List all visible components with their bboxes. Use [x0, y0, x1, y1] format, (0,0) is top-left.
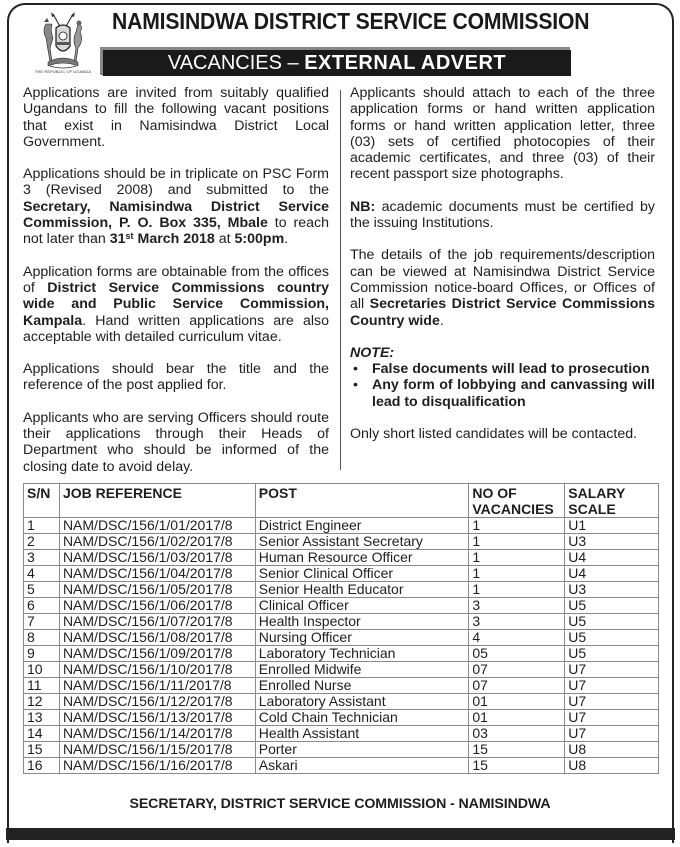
table-row [24, 614, 659, 630]
note-heading: NOTE: [350, 344, 395, 361]
table-row [24, 726, 659, 742]
cell-salary-scale: U5 [565, 630, 659, 646]
vacancies-banner [103, 50, 571, 76]
cell-sn: 4 [24, 566, 60, 582]
nb-paragraph: NB: academic documents must be certified by the issuing Institutions. [350, 198, 655, 232]
cell-sn: 12 [24, 694, 60, 710]
cell-sn: 16 [24, 758, 60, 774]
intro-paragraph: Applications are invited from suitably qualified Ugandans to fill the following vacant positions that exist in Namisindwa District Local Government. [23, 85, 329, 150]
cell-sn: 11 [24, 678, 60, 694]
cell-post: Cold Chain Technician [255, 710, 469, 726]
cell-sn: 14 [24, 726, 60, 742]
table-body [24, 518, 659, 774]
cell-salary-scale: U7 [565, 710, 659, 726]
deadline-date: 31st March 2018 [109, 231, 215, 248]
cell-vacancies: 03 [469, 726, 565, 742]
nb-label: NB: [350, 198, 376, 215]
attachments-paragraph: Applicants should attach to each of the three application forms or hand written application forms or hand written application letter, three (03) sets of certified photocopies of their academic certificates, and three (03) of their recent passport size photographs. [350, 85, 655, 183]
cell-job-reference: NAM/DSC/156/1/09/2017/8 [59, 646, 255, 662]
cell-vacancies: 1 [469, 550, 565, 566]
column-divider [340, 90, 341, 470]
col-header-post: POST [255, 484, 469, 518]
cell-post: Health Assistant [255, 726, 469, 742]
cell-vacancies: 3 [469, 598, 565, 614]
table-row [24, 550, 659, 566]
col-header-job-reference: JOB REFERENCE [59, 484, 255, 518]
cell-post: Health Inspector [255, 614, 469, 630]
table-row [24, 662, 659, 678]
cell-vacancies: 15 [469, 758, 565, 774]
cell-post: Senior Assistant Secretary [255, 534, 469, 550]
cell-job-reference: NAM/DSC/156/1/01/2017/8 [59, 518, 255, 534]
cell-sn: 10 [24, 662, 60, 678]
left-column [23, 85, 329, 475]
cell-job-reference: NAM/DSC/156/1/10/2017/8 [59, 662, 255, 678]
cell-post: Human Resource Officer [255, 550, 469, 566]
deadline-time: 5:00pm [234, 231, 285, 248]
table-row [24, 518, 659, 534]
cell-post: Nursing Officer [255, 630, 469, 646]
cell-job-reference: NAM/DSC/156/1/12/2017/8 [59, 694, 255, 710]
cell-salary-scale: U4 [565, 550, 659, 566]
secretaries-offices: Secretaries District Service Commissions Country wide [350, 296, 655, 329]
cell-vacancies: 01 [469, 710, 565, 726]
cell-job-reference: NAM/DSC/156/1/11/2017/8 [59, 678, 255, 694]
cell-vacancies: 4 [469, 630, 565, 646]
table-header-row [24, 484, 659, 518]
cell-post: Porter [255, 742, 469, 758]
cell-salary-scale: U5 [565, 614, 659, 630]
banner-label: VACANCIES – [167, 52, 305, 74]
right-column [350, 85, 655, 442]
cell-job-reference: NAM/DSC/156/1/13/2017/8 [59, 710, 255, 726]
serving-officers-paragraph: Applicants who are serving Officers should route their applications through their Heads of Department who should be informed of the closing date to avoid delay. [23, 409, 329, 475]
cell-salary-scale: U4 [565, 566, 659, 582]
cell-job-reference: NAM/DSC/156/1/14/2017/8 [59, 726, 255, 742]
cell-job-reference: NAM/DSC/156/1/03/2017/8 [59, 550, 255, 566]
job-details-paragraph: The details of the job requirements/description can be viewed at Namisindwa District Service Commission notice-board Offices, or Offices of all Secretaries District Service Commissions Country wide. [350, 247, 655, 329]
cell-sn: 5 [24, 582, 60, 598]
cell-salary-scale: U5 [565, 598, 659, 614]
table-row [24, 566, 659, 582]
cell-sn: 2 [24, 534, 60, 550]
cell-vacancies: 3 [469, 614, 565, 630]
footer-bar [6, 828, 675, 840]
cell-salary-scale: U7 [565, 662, 659, 678]
cell-post: Senior Health Educator [255, 582, 469, 598]
cell-post: Clinical Officer [255, 598, 469, 614]
table-row [24, 630, 659, 646]
cell-salary-scale: U3 [565, 582, 659, 598]
banner-emphasis: EXTERNAL ADVERT [304, 52, 507, 74]
signature-line: SECRETARY, DISTRICT SERVICE COMMISSION - NAMISINDWA [129, 796, 551, 812]
cell-job-reference: NAM/DSC/156/1/07/2017/8 [59, 614, 255, 630]
cell-sn: 15 [24, 742, 60, 758]
cell-job-reference: NAM/DSC/156/1/02/2017/8 [59, 534, 255, 550]
cell-salary-scale: U8 [565, 758, 659, 774]
table-row [24, 598, 659, 614]
table-row [24, 582, 659, 598]
table-row [24, 742, 659, 758]
shortlist-notice: Only short listed candidates will be contacted. [350, 426, 638, 443]
cell-job-reference: NAM/DSC/156/1/05/2017/8 [59, 582, 255, 598]
cell-vacancies: 1 [469, 566, 565, 582]
cell-post: Enrolled Nurse [255, 678, 469, 694]
cell-vacancies: 15 [469, 742, 565, 758]
cell-post: Laboratory Assistant [255, 694, 469, 710]
cell-vacancies: 1 [469, 582, 565, 598]
cell-salary-scale: U1 [565, 518, 659, 534]
cell-post: Senior Clinical Officer [255, 566, 469, 582]
cell-salary-scale: U7 [565, 678, 659, 694]
table-row [24, 694, 659, 710]
cell-post: Enrolled Midwife [255, 662, 469, 678]
vacancies-table [23, 483, 659, 774]
cell-job-reference: NAM/DSC/156/1/15/2017/8 [59, 742, 255, 758]
note-item: • False documents will lead to prosecution [350, 361, 655, 377]
cell-salary-scale: U8 [565, 742, 659, 758]
col-header-salary-scale: SALARY SCALE [565, 484, 659, 518]
cell-sn: 1 [24, 518, 60, 534]
cell-job-reference: NAM/DSC/156/1/16/2017/8 [59, 758, 255, 774]
col-header-vacancies: NO OF VACANCIES [469, 484, 565, 518]
cell-salary-scale: U3 [565, 534, 659, 550]
submission-address: Secretary, Namisindwa District Service Commission, P. O. Box 335, Mbale [23, 198, 329, 232]
cell-sn: 8 [24, 630, 60, 646]
cell-job-reference: NAM/DSC/156/1/04/2017/8 [59, 566, 255, 582]
cell-post: District Engineer [255, 518, 469, 534]
notes-list [350, 361, 655, 410]
cell-vacancies: 1 [469, 518, 565, 534]
cell-sn: 7 [24, 614, 60, 630]
cell-vacancies: 1 [469, 534, 565, 550]
table-row [24, 758, 659, 774]
cell-salary-scale: U7 [565, 726, 659, 742]
uganda-coat-of-arms-icon [38, 10, 88, 74]
note-item: • Any form of lobbying and canvassing will lead to disqualification [350, 377, 655, 410]
crest-caption: THE REPUBLIC OF UGANDA [34, 69, 92, 74]
col-header-sn: S/N [24, 484, 60, 518]
title-reference-paragraph: Applications should bear the title and the reference of the post applied for. [23, 361, 329, 394]
cell-sn: 6 [24, 598, 60, 614]
cell-post: Askari [255, 758, 469, 774]
table-row [24, 646, 659, 662]
table-row [24, 678, 659, 694]
table-row [24, 710, 659, 726]
cell-vacancies: 01 [469, 694, 565, 710]
cell-salary-scale: U5 [565, 646, 659, 662]
submission-paragraph: Applications should be in triplicate on PSC Form 3 (Revised 2008) and submitted to the Secretary, Namisindwa District Service Commission, P. O. Box 335, Mbale to reach not later than 31st March 2018 at 5:00pm. [23, 166, 329, 248]
cell-sn: 9 [24, 646, 60, 662]
cell-vacancies: 05 [469, 646, 565, 662]
cell-sn: 13 [24, 710, 60, 726]
cell-vacancies: 07 [469, 678, 565, 694]
cell-post: Laboratory Technician [255, 646, 469, 662]
page-title: NAMISINDWA DISTRICT SERVICE COMMISSION [112, 8, 590, 34]
forms-offices: District Service Commissions country wide and Public Service Commission, Kampala [23, 279, 330, 329]
cell-job-reference: NAM/DSC/156/1/06/2017/8 [59, 598, 255, 614]
table-row [24, 534, 659, 550]
cell-vacancies: 07 [469, 662, 565, 678]
forms-paragraph: Application forms are obtainable from the offices of District Service Commissions country wide and Public Service Commission, Kampala. Hand written applications are also acceptable with detailed curriculum vitae. [23, 263, 330, 345]
cell-job-reference: NAM/DSC/156/1/08/2017/8 [59, 630, 255, 646]
cell-sn: 3 [24, 550, 60, 566]
cell-salary-scale: U7 [565, 694, 659, 710]
